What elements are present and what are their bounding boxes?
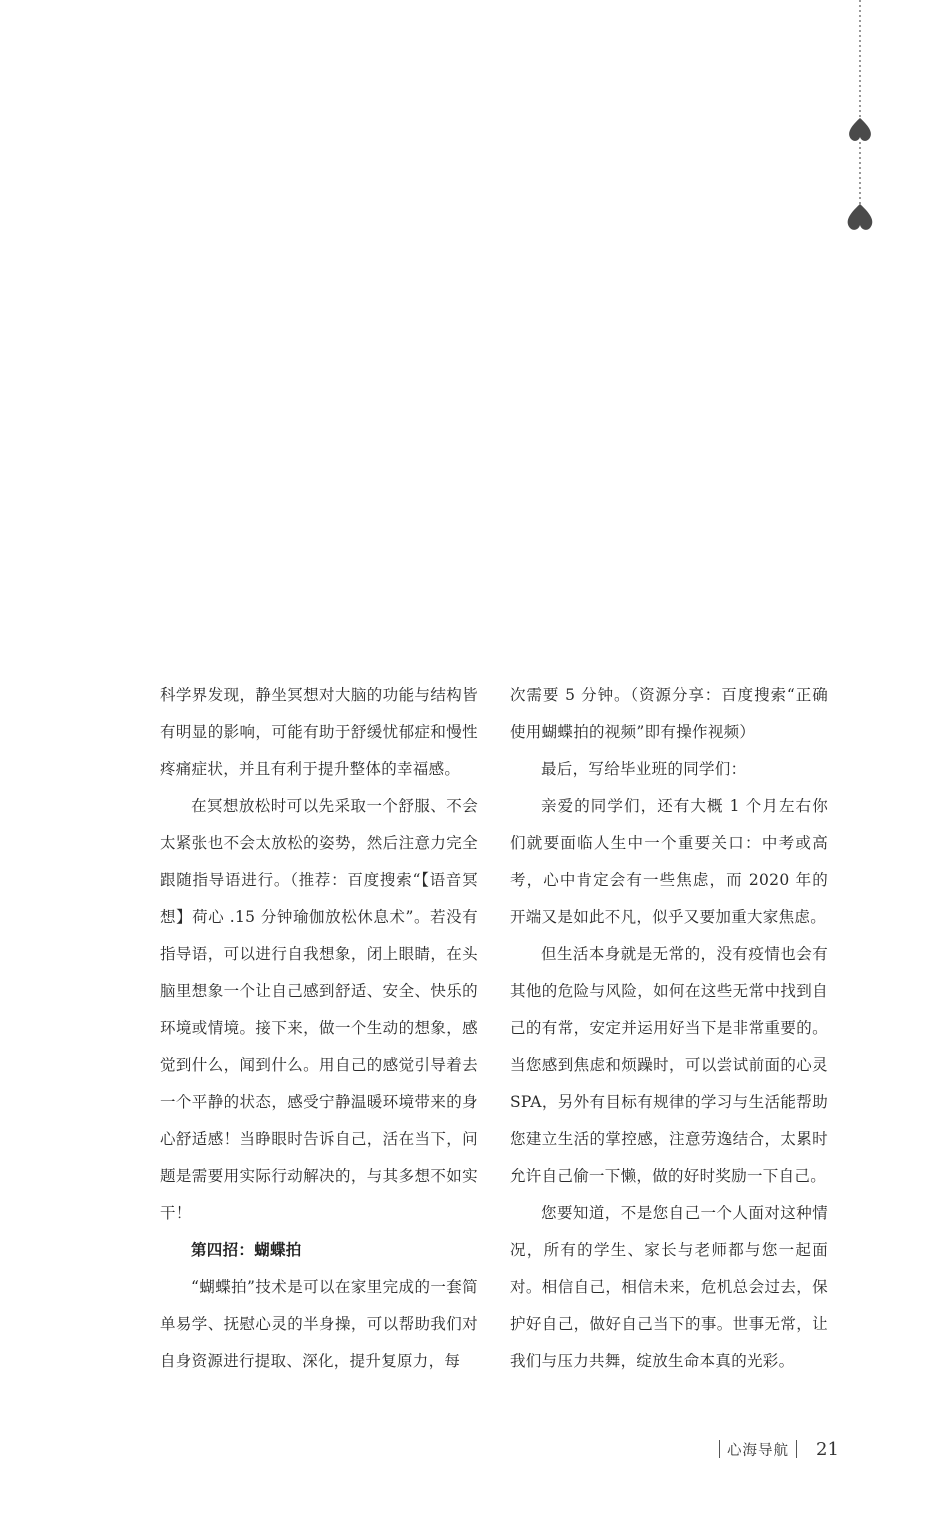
paragraph: 最后，写给毕业班的同学们：	[541, 760, 747, 778]
paragraph: 亲爱的同学们，还有大概 1 个月左右你们就要面临人生中一个重要关口：中考或高考，心中肯定会有一些焦虑，而 2020 年的开端又是如此不凡，似乎又要加重大家焦虑。	[510, 797, 828, 926]
divider	[796, 1440, 797, 1458]
paragraph: 您要知道，不是您自己一个人面对这种情况，所有的学生、家长与老师都与您一起面对。相信自己，相信未来，危机总会过去，保护好自己，做好自己当下的事。世事无常，让我们与压力共舞，绽放生命本真的光彩。	[510, 1204, 828, 1370]
paragraph: 在冥想放松时可以先采取一个舒服、不会太紧张也不会太放松的姿势，然后注意力完全跟随指导语进行。（推荐：百度搜索“【语音冥想】荷心 .15 分钟瑜伽放松休息术”。若没有指导语，可以进行自我想象，闭上眼睛，在头脑里想象一个让自己感到舒适、安全、快乐的环境或情境。接下来，做一个生动的想象，感觉到什么，闻到什么。用自己的感觉引导着去一个平静的状态，感受宁静温暖环境带来的身心舒适感！当睁眼时告诉自己，活在当下，问题是需要用实际行动解决的，与其多想不如实干！	[160, 797, 478, 1222]
paragraph: 科学界发现，静坐冥想对大脑的功能与结构皆有明显的影响，可能有助于舒缓忧郁症和慢性疼痛症状，并且有利于提升整体的幸福感。	[160, 686, 478, 778]
left-text-column	[160, 677, 478, 1380]
divider	[719, 1440, 720, 1458]
heart-icon	[849, 118, 871, 141]
heart-pendant-decoration	[843, 0, 877, 240]
section-heading: 第四招：蝴蝶拍	[191, 1241, 302, 1259]
page-footer	[712, 1436, 839, 1462]
heart-icon	[848, 204, 873, 230]
paragraph: “蝴蝶拍”技术是可以在家里完成的一套简单易学、抚慰心灵的半身操，可以帮助我们对自身资源进行提取、深化，提升复原力，每	[160, 1278, 478, 1370]
right-text-column	[510, 677, 828, 1380]
paragraph: 但生活本身就是无常的，没有疫情也会有其他的危险与风险，如何在这些无常中找到自己的有常，安定并运用好当下是非常重要的。当您感到焦虑和烦躁时，可以尝试前面的心灵 SPA，另外有目标有规律的学习与生活能帮助您建立生活的掌控感，注意劳逸结合，太累时允许自己偷一下懒，做的好时奖励一下自己。	[510, 945, 828, 1185]
page-number: 21	[816, 1438, 839, 1460]
paragraph: 次需要 5 分钟。（资源分享：百度搜索“正确使用蝴蝶拍的视频”即有操作视频）	[510, 686, 828, 741]
magazine-section-name: 心海导航	[727, 1442, 789, 1459]
